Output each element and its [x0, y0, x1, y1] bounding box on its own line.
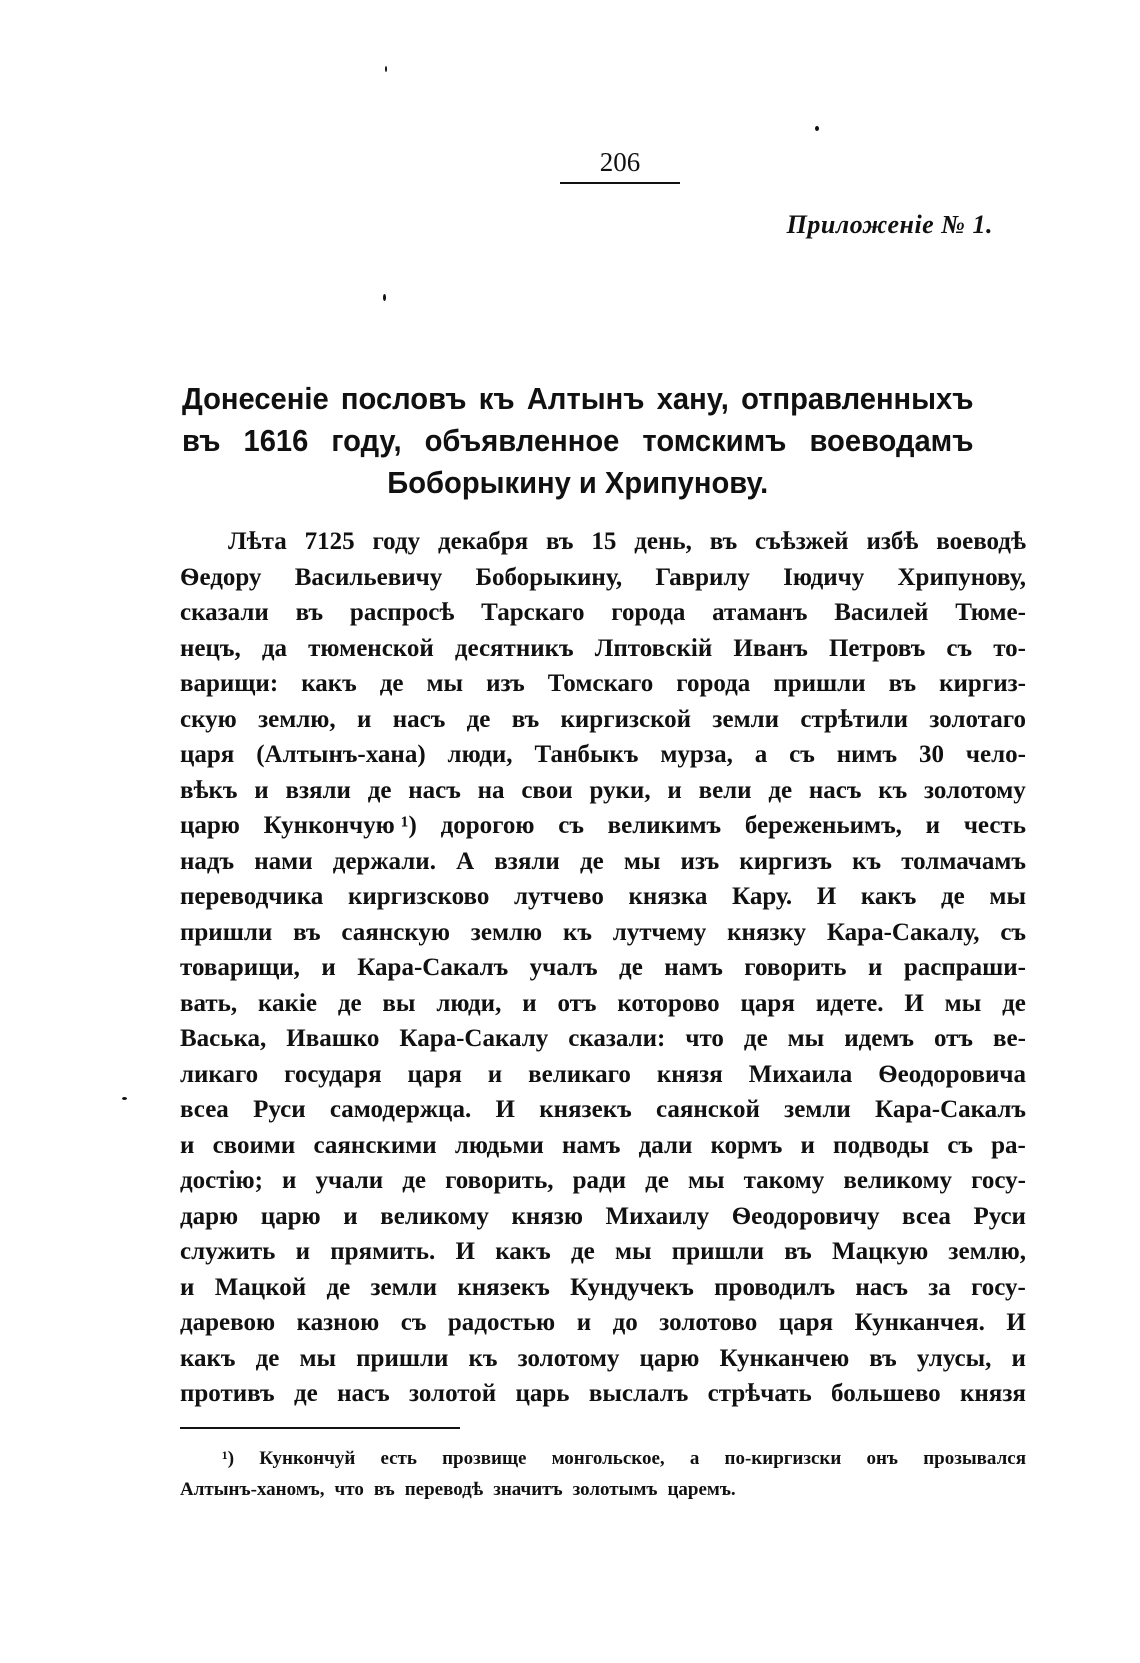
word: вѣкъ: [180, 776, 238, 804]
scan-speck: [815, 126, 819, 131]
word: И: [1006, 1309, 1026, 1336]
word: и: [667, 776, 682, 804]
word: царя: [740, 989, 795, 1017]
word: и: [576, 1309, 592, 1336]
word: золотымъ: [572, 1479, 658, 1500]
word: киргизсково: [347, 883, 490, 910]
word: земли: [370, 1273, 438, 1301]
word: и: [356, 705, 372, 733]
word: Тарскаго: [481, 599, 585, 626]
word: стрѣчать: [707, 1380, 812, 1407]
word: Петровъ: [828, 634, 926, 662]
word: Мацкую: [832, 1238, 929, 1265]
word: лутчево: [513, 883, 604, 910]
word: саянской: [655, 1096, 760, 1123]
word: и: [1011, 1344, 1026, 1372]
body-text: [180, 528, 1026, 1416]
word: десятникъ: [454, 634, 574, 662]
word: золотово: [659, 1309, 758, 1336]
word: Ѳеодоровичу: [731, 1202, 880, 1230]
scan-speck: [122, 1097, 127, 1100]
word: въ: [888, 670, 917, 697]
word: царя: [180, 741, 235, 768]
text-line: [180, 1238, 1026, 1274]
word: мы: [623, 847, 661, 875]
word: 15: [591, 528, 617, 555]
word: отъ: [557, 989, 597, 1017]
word: де: [1002, 989, 1026, 1017]
word: великаго: [528, 1060, 631, 1088]
word: Боборыкину,: [475, 563, 623, 591]
word: царю: [260, 1202, 321, 1230]
word: Васильевичу: [294, 563, 443, 591]
word: тюменской: [308, 634, 434, 662]
word: князя: [656, 1060, 723, 1088]
word: дарю: [180, 1202, 239, 1230]
word: въ: [869, 1344, 897, 1372]
word: золотаго: [929, 705, 1026, 733]
word: вы: [382, 989, 416, 1017]
word: мы: [989, 883, 1026, 910]
word: (Алтынъ-хана): [256, 741, 426, 768]
word: Мацкой: [214, 1273, 307, 1301]
text-line: [180, 1380, 1026, 1416]
word: мы: [299, 1344, 337, 1372]
word: князю: [511, 1202, 583, 1230]
word: лутчему: [612, 918, 707, 946]
word: что: [685, 1025, 724, 1052]
word: и: [522, 989, 537, 1017]
word: насъ: [337, 1380, 390, 1407]
scan-speck: [383, 294, 386, 301]
word: на: [477, 776, 505, 804]
word: значитъ: [493, 1479, 563, 1500]
word: въ: [295, 599, 324, 626]
word: вели: [698, 776, 752, 804]
word: Иванъ: [733, 634, 808, 662]
word: береженьимъ,: [744, 812, 902, 839]
appendix-label: Приложеніе № 1.: [786, 210, 993, 239]
word: Кунканчея.: [854, 1309, 985, 1336]
word: толмачамъ: [901, 847, 1026, 875]
text-line: [180, 1167, 1026, 1203]
word: де: [367, 776, 392, 804]
word: говорить: [744, 954, 847, 981]
word: И: [816, 883, 837, 910]
word: де: [255, 1344, 280, 1372]
word: и: [800, 1131, 815, 1159]
word: переводѣ: [404, 1479, 484, 1500]
word: къ: [878, 776, 908, 804]
word: де: [293, 1380, 318, 1407]
word: золотой: [408, 1380, 497, 1407]
word: въ: [373, 1479, 395, 1500]
word: намъ: [561, 1131, 621, 1159]
word: Михаила: [748, 1060, 853, 1088]
word: а: [754, 741, 768, 768]
word: нецъ,: [180, 634, 241, 662]
word: 7125: [304, 528, 355, 555]
word: де: [402, 1167, 426, 1194]
word: города: [676, 670, 751, 697]
word: изъ: [680, 847, 720, 875]
document-title: Донесеніе пословъ къ Алтынъ хану, отправленныхъ въ 1616 году, объявленное томскимъ воеводамъ Боборыкину и Хрипунову.: [182, 381, 974, 500]
word: дали: [638, 1131, 693, 1159]
word: мы: [687, 1167, 725, 1194]
word: киргизской: [560, 705, 692, 733]
word: и: [925, 812, 941, 839]
word: Кара-Сакалу,: [826, 918, 980, 946]
word: выслалъ: [588, 1380, 689, 1407]
word: радостью: [447, 1309, 556, 1336]
word: А: [456, 847, 475, 875]
word: люди,: [447, 741, 513, 768]
footnote-divider: [180, 1427, 460, 1429]
word: съ: [946, 634, 973, 662]
word: руки,: [589, 776, 651, 804]
text-line: [180, 1132, 1026, 1168]
footnote-line: [180, 1479, 1026, 1510]
word: де: [466, 705, 491, 733]
word: своими: [212, 1131, 296, 1159]
word: Ѳеодоровича: [878, 1060, 1026, 1088]
word: Томскаго: [547, 670, 654, 697]
word: ве-: [992, 1025, 1026, 1052]
word: переводчика: [180, 883, 324, 910]
word: царю: [180, 812, 240, 839]
word: къ: [562, 918, 592, 946]
word: подводы: [833, 1131, 930, 1159]
scan-speck: [385, 66, 387, 72]
word: Хрипунову,: [897, 563, 1026, 591]
word: де: [645, 1167, 669, 1194]
word: съ: [789, 741, 815, 768]
word: году: [372, 528, 421, 555]
text-line: [180, 990, 1026, 1026]
word: Тюме-: [955, 599, 1026, 626]
word: князку: [727, 918, 807, 946]
word: насъ: [392, 705, 446, 733]
word: пришли: [180, 918, 273, 946]
word: идемъ: [844, 1025, 914, 1052]
word: самодержца.: [329, 1096, 472, 1123]
word: даревою: [180, 1309, 276, 1336]
word: казною: [296, 1309, 380, 1336]
word: какъ: [860, 883, 917, 910]
word: И: [495, 1096, 515, 1123]
word: великому: [380, 1202, 489, 1230]
word: мы: [944, 989, 982, 1017]
word: де: [337, 989, 362, 1017]
word: кормъ: [710, 1131, 783, 1159]
word: князя: [960, 1380, 1026, 1407]
word: такому: [743, 1167, 825, 1194]
word: Кундучекъ: [570, 1273, 694, 1301]
text-line: [180, 1096, 1026, 1132]
word: князекъ: [457, 1273, 550, 1301]
word: свои: [521, 776, 573, 804]
word: какіе: [257, 989, 317, 1017]
word: де: [941, 883, 965, 910]
word: съѣзжей: [755, 528, 849, 555]
word: взяли: [494, 847, 560, 875]
word: Гаврилу: [655, 563, 750, 591]
text-line: [180, 706, 1026, 742]
word: князекъ: [539, 1096, 632, 1123]
word: и: [295, 1238, 310, 1265]
word: Ивашко: [286, 1025, 380, 1052]
word: насъ: [408, 776, 461, 804]
word: князка: [628, 883, 708, 910]
word: де: [768, 776, 793, 804]
word: великому: [843, 1167, 953, 1194]
word: Михаилу: [605, 1202, 710, 1230]
word: варищи:: [180, 670, 279, 697]
text-line: [180, 954, 1026, 990]
text-line: [180, 848, 1026, 884]
word: учали: [315, 1167, 384, 1194]
word: день,: [634, 528, 692, 555]
word: съ: [1000, 918, 1026, 946]
word: всеа: [902, 1202, 951, 1230]
word: воеводѣ: [936, 528, 1026, 555]
word: атаманъ: [712, 599, 808, 626]
word: пришли: [773, 670, 866, 697]
word: и: [321, 954, 336, 981]
word: мурза,: [660, 741, 733, 768]
word: говорить,: [445, 1167, 554, 1194]
word: съ: [947, 1131, 973, 1159]
word: въ: [511, 705, 540, 733]
word: и: [487, 1060, 503, 1088]
word: Василей: [834, 599, 929, 626]
word: де: [570, 1238, 595, 1265]
word: Кара-Сакалъ: [357, 954, 509, 981]
word: къ: [468, 1344, 498, 1372]
word: ра-: [991, 1131, 1026, 1159]
word: Лѣта: [228, 528, 287, 555]
word: идете.: [815, 989, 884, 1017]
word: Алтынъ-ханомъ,: [180, 1479, 325, 1500]
word: царемъ.: [667, 1479, 736, 1500]
word: мы: [426, 670, 464, 697]
text-line: [180, 1061, 1026, 1097]
text-line: [180, 812, 1026, 848]
text-line: [180, 635, 1026, 671]
word: землю: [470, 918, 543, 946]
text-line: [180, 777, 1026, 813]
text-line: [180, 599, 1026, 635]
word: царь: [515, 1380, 570, 1407]
word: да: [261, 634, 287, 662]
word: въ: [546, 528, 574, 555]
text-line: [180, 1203, 1026, 1239]
word: де: [326, 1273, 351, 1301]
word: намъ: [664, 954, 723, 981]
word: которово: [617, 989, 720, 1017]
word: есть: [380, 1448, 417, 1469]
word: де: [379, 670, 404, 697]
word: И: [904, 989, 924, 1017]
word: Кункончую ¹): [263, 812, 417, 839]
word: дорогою: [440, 812, 535, 839]
word: саянскую: [341, 918, 450, 946]
word: отъ: [933, 1025, 973, 1052]
word: де: [579, 847, 604, 875]
word: и: [254, 776, 269, 804]
word: золотому: [924, 776, 1026, 804]
word: И: [455, 1238, 475, 1265]
word: нимъ: [836, 741, 898, 768]
word: Лптовскій: [594, 634, 713, 662]
word: въ: [784, 1238, 812, 1265]
word: достію;: [180, 1167, 263, 1194]
word: съ: [400, 1309, 427, 1336]
text-line: [180, 741, 1026, 777]
word: Руси: [973, 1202, 1026, 1230]
word: противъ: [180, 1380, 275, 1407]
word: вать,: [180, 989, 238, 1017]
word: царю: [639, 1344, 700, 1372]
word: монгольское,: [551, 1448, 665, 1469]
word: взяли: [285, 776, 351, 804]
word: ради: [572, 1167, 627, 1194]
word: пришли: [356, 1344, 449, 1372]
word: саянскими: [313, 1131, 437, 1159]
word: надъ: [180, 847, 235, 875]
word: Руси: [253, 1096, 306, 1123]
word: великимъ: [607, 812, 722, 839]
word: Ѳедору: [180, 563, 262, 591]
word: улусы,: [916, 1344, 992, 1372]
word: товарищи,: [180, 954, 300, 981]
word: какъ: [301, 670, 357, 697]
text-line: [180, 1025, 1026, 1061]
word: Іюдичу: [783, 563, 865, 591]
word: всеа: [180, 1096, 229, 1123]
word: царя: [778, 1309, 834, 1336]
text-line: [180, 528, 1026, 564]
word: большево: [831, 1380, 941, 1407]
footnote-line: [180, 1448, 1026, 1479]
word: ¹): [222, 1448, 235, 1469]
word: изъ: [486, 670, 525, 697]
word: де: [619, 954, 643, 981]
word: и: [180, 1273, 195, 1301]
word: насъ: [855, 1273, 908, 1301]
text-line: [180, 564, 1026, 600]
word: киргиз-: [939, 670, 1026, 697]
word: какъ: [495, 1238, 551, 1265]
word: сказали: [180, 599, 269, 626]
word: къ: [852, 847, 882, 875]
word: золотому: [517, 1344, 620, 1372]
word: землю,: [948, 1238, 1026, 1265]
word: онъ: [866, 1448, 899, 1469]
word: Кара-Сакалу: [399, 1025, 549, 1052]
word: де: [743, 1025, 768, 1052]
word: въ: [709, 528, 738, 555]
footnotes: [180, 1448, 1026, 1510]
text-line: [180, 670, 1026, 706]
word: мы: [614, 1238, 652, 1265]
word: госу-: [971, 1273, 1026, 1301]
word: Танбыкъ: [534, 741, 639, 768]
word: чело-: [965, 741, 1026, 768]
word: Кара-Сакалъ: [875, 1096, 1026, 1123]
word: царя: [407, 1060, 462, 1088]
word: 30: [919, 741, 945, 768]
text-line: [180, 919, 1026, 955]
text-line: [180, 1345, 1026, 1381]
word: служить: [180, 1238, 276, 1265]
word: держали.: [332, 847, 436, 875]
word: какъ: [180, 1344, 236, 1372]
word: земли: [784, 1096, 851, 1123]
word: въ: [293, 918, 321, 946]
word: проводилъ: [714, 1273, 836, 1301]
word: мы: [787, 1025, 825, 1052]
word: скую: [180, 705, 237, 733]
word: насъ: [808, 776, 862, 804]
word: и: [867, 954, 883, 981]
word: по-киргизски: [724, 1448, 842, 1469]
word: ликаго: [180, 1060, 259, 1088]
word: учалъ: [529, 954, 598, 981]
word: Кункончуй: [259, 1448, 356, 1469]
word: до: [612, 1309, 638, 1336]
text-line: [180, 1309, 1026, 1345]
word: стрѣтили: [800, 705, 909, 733]
word: избѣ: [866, 528, 919, 555]
word: и: [281, 1167, 297, 1194]
word: то-: [993, 634, 1026, 662]
word: киргизъ: [739, 847, 832, 875]
word: землю,: [258, 705, 336, 733]
word: люди,: [436, 989, 502, 1017]
word: государя: [284, 1060, 382, 1088]
word: нами: [254, 847, 313, 875]
page-number: 206: [560, 146, 680, 184]
word: людьми: [454, 1131, 544, 1159]
word: за: [928, 1273, 951, 1301]
word: земли: [712, 705, 780, 733]
word: Кару.: [732, 883, 793, 910]
word: госу-: [971, 1167, 1026, 1194]
word: Васька,: [180, 1025, 267, 1052]
word: съ: [558, 812, 584, 839]
word: и: [180, 1131, 195, 1159]
word: честь: [963, 812, 1026, 839]
text-line: [180, 1274, 1026, 1310]
word: прозывался: [923, 1448, 1026, 1469]
word: сказали:: [568, 1025, 666, 1052]
word: пришли: [671, 1238, 765, 1265]
word: прямить.: [330, 1238, 436, 1265]
word: что: [334, 1479, 364, 1500]
word: распросѣ: [349, 599, 455, 626]
word: распраши-: [903, 954, 1026, 981]
word: и: [343, 1202, 358, 1230]
text-line: [180, 883, 1026, 919]
word: Кунканчею: [719, 1344, 850, 1372]
word: декабря: [437, 528, 529, 555]
word: прозвище: [442, 1448, 527, 1469]
word: города: [611, 599, 686, 626]
word: а: [689, 1448, 700, 1469]
